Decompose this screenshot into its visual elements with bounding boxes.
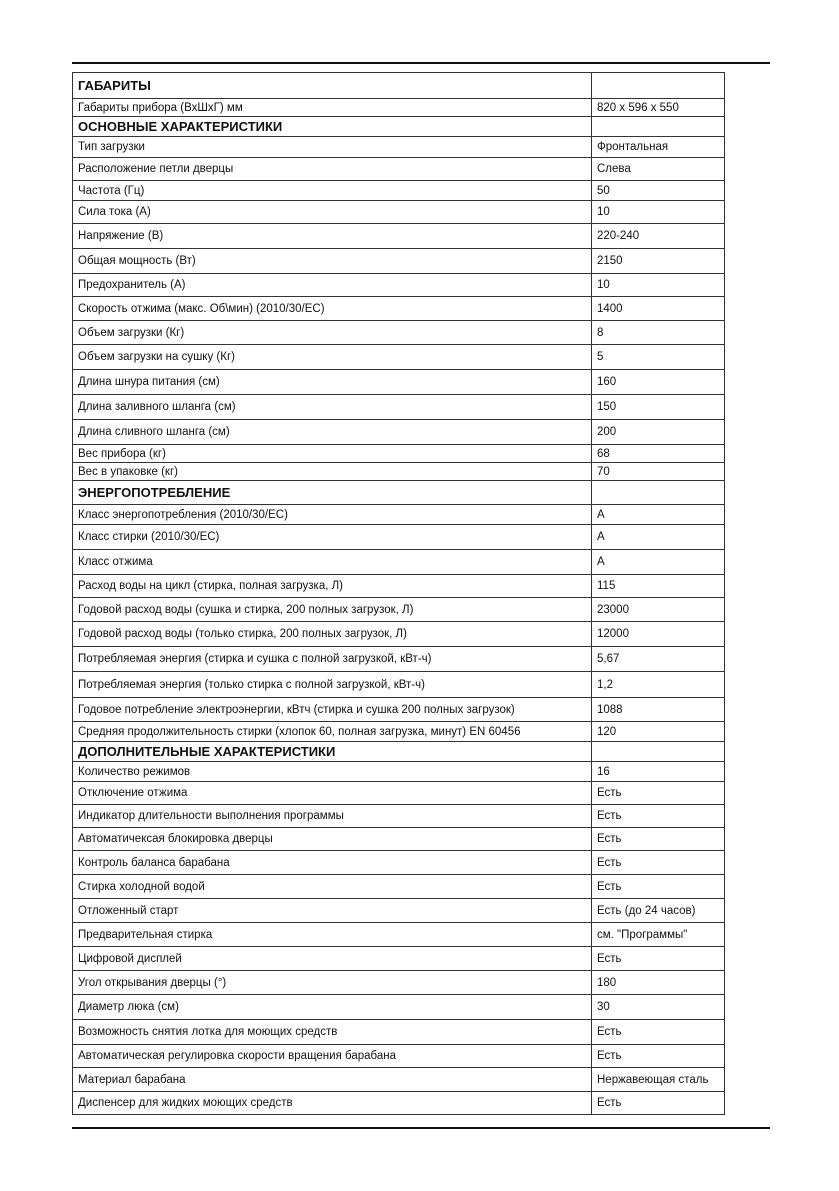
spec-value: 5,67: [592, 647, 725, 672]
spec-label: Материал барабана: [73, 1068, 592, 1092]
spec-label: Объем загрузки на сушку (Кг): [73, 345, 592, 370]
spec-value: 68: [592, 445, 725, 463]
spec-value: Есть (до 24 часов): [592, 899, 725, 923]
spec-label: Класс энергопотребления (2010/30/ЕС): [73, 505, 592, 525]
spec-row: [73, 550, 725, 575]
spec-value: 16: [592, 762, 725, 782]
spec-value: см. "Программы": [592, 923, 725, 947]
spec-label: Возможность снятия лотка для моющих средств: [73, 1020, 592, 1045]
spec-value: 160: [592, 370, 725, 395]
spec-row: [73, 99, 725, 117]
spec-label: Напряжение (В): [73, 224, 592, 249]
spec-row: [73, 1045, 725, 1068]
spec-value: Фронтальная: [592, 137, 725, 158]
spec-row: [73, 622, 725, 647]
spec-value: 150: [592, 395, 725, 420]
spec-value: 200: [592, 420, 725, 445]
spec-row: [73, 463, 725, 481]
spec-label: Индикатор длительности выполнения программы: [73, 805, 592, 828]
spec-value: Есть: [592, 782, 725, 805]
spec-label: Диаметр люка (см): [73, 995, 592, 1020]
top-rule: [72, 62, 770, 64]
spec-label: Годовой расход воды (сушка и стирка, 200 полных загрузок, Л): [73, 598, 592, 622]
section-title: ЭНЕРГОПОТРЕБЛЕНИЕ: [73, 481, 592, 505]
spec-value: Есть: [592, 947, 725, 971]
spec-label: Длина заливного шланга (см): [73, 395, 592, 420]
spec-row: [73, 762, 725, 782]
spec-row: [73, 805, 725, 828]
spec-value: 50: [592, 181, 725, 201]
spec-value: 70: [592, 463, 725, 481]
section-header-row: [73, 117, 725, 137]
spec-value: 220-240: [592, 224, 725, 249]
spec-row: [73, 297, 725, 321]
spec-row: [73, 722, 725, 742]
spec-value: Есть: [592, 875, 725, 899]
spec-row: [73, 828, 725, 851]
spec-label: Сила тока (А): [73, 201, 592, 224]
spec-value: 1088: [592, 698, 725, 722]
spec-label: Длина сливного шланга (см): [73, 420, 592, 445]
spec-label: Отложенный старт: [73, 899, 592, 923]
spec-row: [73, 370, 725, 395]
section-header-row: [73, 481, 725, 505]
spec-label: Диспенсер для жидких моющих средств: [73, 1092, 592, 1115]
spec-label: Угол открывания дверцы (°): [73, 971, 592, 995]
spec-value: A: [592, 505, 725, 525]
spec-row: [73, 505, 725, 525]
spec-label: Стирка холодной водой: [73, 875, 592, 899]
spec-label: Общая мощность (Вт): [73, 249, 592, 274]
section-header-row: [73, 73, 725, 99]
section-value-empty: [592, 742, 725, 762]
spec-label: Тип загрузки: [73, 137, 592, 158]
spec-value: 820 x 596 x 550: [592, 99, 725, 117]
spec-row: [73, 420, 725, 445]
section-value-empty: [592, 117, 725, 137]
spec-row: [73, 1020, 725, 1045]
spec-row: [73, 851, 725, 875]
bottom-rule: [72, 1127, 770, 1129]
spec-row: [73, 345, 725, 370]
spec-row: [73, 598, 725, 622]
spec-row: [73, 1092, 725, 1115]
spec-value: A: [592, 525, 725, 550]
spec-value: 1400: [592, 297, 725, 321]
spec-label: Предохранитель (А): [73, 274, 592, 297]
spec-label: Класс отжима: [73, 550, 592, 575]
spec-label: Автоматичексая блокировка дверцы: [73, 828, 592, 851]
spec-label: Предварительная стирка: [73, 923, 592, 947]
spec-value: A: [592, 550, 725, 575]
spec-value: Нержавеющая сталь: [592, 1068, 725, 1092]
section-title: ДОПОЛНИТЕЛЬНЫЕ ХАРАКТЕРИСТИКИ: [73, 742, 592, 762]
spec-value: Есть: [592, 1092, 725, 1115]
spec-row: [73, 201, 725, 224]
spec-label: Длина шнура питания (см): [73, 370, 592, 395]
spec-row: [73, 782, 725, 805]
spec-value: 8: [592, 321, 725, 345]
spec-row: [73, 672, 725, 698]
spec-table: [72, 72, 725, 1115]
spec-label: Расположение петли дверцы: [73, 158, 592, 181]
spec-row: [73, 698, 725, 722]
spec-label: Годовой расход воды (только стирка, 200 полных загрузок, Л): [73, 622, 592, 647]
spec-row: [73, 249, 725, 274]
spec-label: Расход воды на цикл (стирка, полная загрузка, Л): [73, 575, 592, 598]
spec-row: [73, 995, 725, 1020]
spec-value: 10: [592, 274, 725, 297]
spec-value: 30: [592, 995, 725, 1020]
spec-label: Потребляемая энергия (стирка и сушка с полной загрузкой, кВт-ч): [73, 647, 592, 672]
spec-value: Есть: [592, 805, 725, 828]
spec-value: 12000: [592, 622, 725, 647]
spec-row: [73, 395, 725, 420]
spec-label: Отключение отжима: [73, 782, 592, 805]
spec-value: 10: [592, 201, 725, 224]
spec-value: Есть: [592, 828, 725, 851]
spec-value: 2150: [592, 249, 725, 274]
spec-value: Есть: [592, 851, 725, 875]
spec-label: Годовое потребление электроэнергии, кВтч (стирка и сушка 200 полных загрузок): [73, 698, 592, 722]
spec-row: [73, 923, 725, 947]
spec-row: [73, 525, 725, 550]
spec-label: Автоматическая регулировка скорости вращения барабана: [73, 1045, 592, 1068]
spec-label: Потребляемая энергия (только стирка с полной загрузкой, кВт-ч): [73, 672, 592, 698]
section-header-row: [73, 742, 725, 762]
spec-value: 5: [592, 345, 725, 370]
section-value-empty: [592, 73, 725, 99]
spec-value: 1,2: [592, 672, 725, 698]
spec-row: [73, 899, 725, 923]
section-value-empty: [592, 481, 725, 505]
spec-value: 23000: [592, 598, 725, 622]
spec-label: Вес прибора (кг): [73, 445, 592, 463]
spec-row: [73, 181, 725, 201]
spec-row: [73, 445, 725, 463]
spec-value: Есть: [592, 1045, 725, 1068]
spec-label: Цифровой дисплей: [73, 947, 592, 971]
spec-row: [73, 321, 725, 345]
spec-value: 180: [592, 971, 725, 995]
spec-label: Скорость отжима (макс. Об\мин) (2010/30/ЕС): [73, 297, 592, 321]
spec-label: Контроль баланса барабана: [73, 851, 592, 875]
spec-row: [73, 224, 725, 249]
spec-row: [73, 971, 725, 995]
spec-row: [73, 274, 725, 297]
section-title: ОСНОВНЫЕ ХАРАКТЕРИСТИКИ: [73, 117, 592, 137]
spec-row: [73, 1068, 725, 1092]
section-title: ГАБАРИТЫ: [73, 73, 592, 99]
spec-row: [73, 158, 725, 181]
spec-label: Объем загрузки (Кг): [73, 321, 592, 345]
spec-row: [73, 575, 725, 598]
spec-value: 115: [592, 575, 725, 598]
spec-value: 120: [592, 722, 725, 742]
spec-label: Класс стирки (2010/30/ЕС): [73, 525, 592, 550]
spec-row: [73, 137, 725, 158]
spec-value: Слева: [592, 158, 725, 181]
spec-label: Частота (Гц): [73, 181, 592, 201]
spec-row: [73, 647, 725, 672]
spec-label: Габариты прибора (ВхШхГ) мм: [73, 99, 592, 117]
spec-label: Вес в упаковке (кг): [73, 463, 592, 481]
spec-value: Есть: [592, 1020, 725, 1045]
spec-row: [73, 875, 725, 899]
spec-label: Количество режимов: [73, 762, 592, 782]
spec-row: [73, 947, 725, 971]
spec-label: Средняя продолжительность стирки (хлопок 60, полная загрузка, минут) EN 60456: [73, 722, 592, 742]
